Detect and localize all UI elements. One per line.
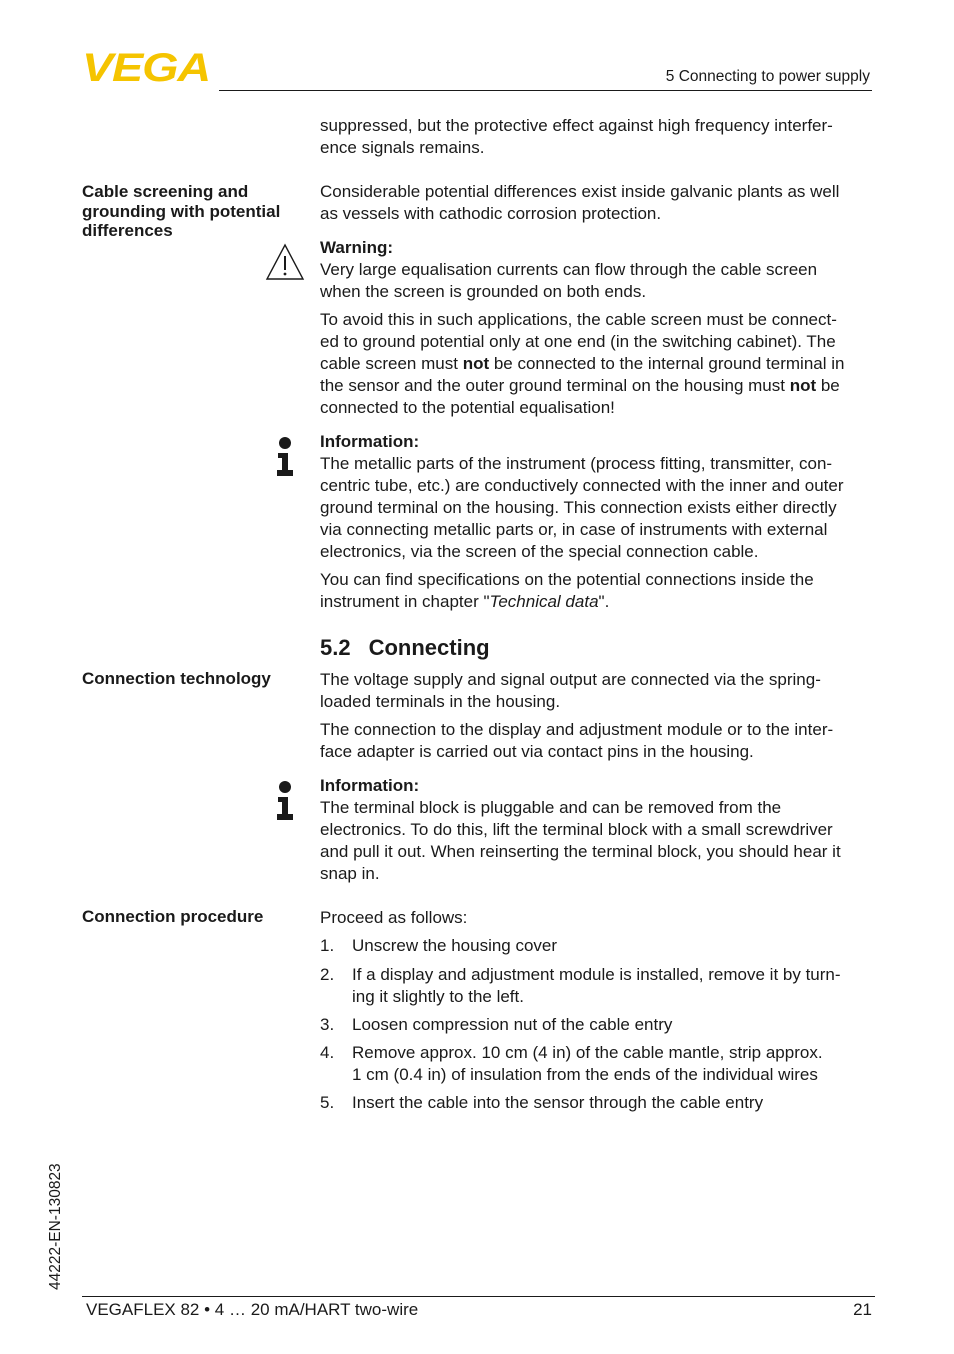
logo-text: VEGA <box>82 50 210 84</box>
side-label-technology: Connection technology <box>82 669 271 688</box>
header-rule <box>219 90 872 91</box>
warning-title: Warning: <box>320 238 394 257</box>
spec-paragraph: You can find specifications on the potential connections inside the instrument in chapter "Technical data". <box>320 570 814 611</box>
footer-rule <box>82 1296 875 1297</box>
side-label-screening: Cable screening and grounding with potential differences <box>82 182 281 240</box>
procedure-intro: Proceed as follows: <box>320 908 468 927</box>
warning-triangle-icon <box>264 242 306 282</box>
vega-logo <box>82 50 212 84</box>
document-code: 44222-EN-130823 <box>47 1163 64 1290</box>
side-label-procedure: Connection procedure <box>82 907 264 926</box>
intro-text: suppressed, but the protective effect against high frequency interfer- ence signals remains. <box>320 116 833 157</box>
info-text-1: The metallic parts of the instrument (process fitting, transmitter, con- centric tube, etc.) are conductively connected with the inner and outer ground terminal on the housing. This connection exists either directly via connecting metallic parts or, in case of instruments with external electronics, via the screen of the special connection cable. <box>320 454 844 561</box>
list-item: 5. Insert the cable into the sensor through the cable entry <box>320 1093 764 1112</box>
page-number: 21 <box>853 1300 872 1319</box>
list-item: 4. Remove approx. 10 cm (4 in) of the cable mantle, strip approx. 1 cm (0.4 in) of insulation from the ends of the individual wires <box>320 1043 823 1084</box>
information-icon <box>274 780 296 822</box>
info-text-2: The terminal block is pluggable and can be removed from the electronics. To do this, lift the terminal block with a small screwdriver and pull it out. When reinserting the terminal block, you should hear it snap in. <box>320 798 841 883</box>
screening-paragraph: Considerable potential differences exist inside galvanic plants as well as vessels with cathodic corrosion protection. <box>320 182 840 223</box>
list-item: 3. Loosen compression nut of the cable entry <box>320 1015 673 1034</box>
warning-text: Very large equalisation currents can flow through the cable screen when the screen is grounded on both ends. <box>320 260 818 301</box>
technology-paragraph-1: The voltage supply and signal output are connected via the spring- loaded terminals in the housing. <box>320 670 821 711</box>
header-section-title: 5 Connecting to power supply <box>665 68 870 85</box>
technology-paragraph-2: The connection to the display and adjustment module or to the inter- face adapter is carried out via contact pins in the housing. <box>320 720 834 761</box>
footer-doc-title: VEGAFLEX 82 • 4 … 20 mA/HART two-wire <box>86 1300 419 1319</box>
info-title-1: Information: <box>320 432 420 451</box>
list-item: 1. Unscrew the housing cover <box>320 936 558 955</box>
avoid-paragraph: To avoid this in such applications, the cable screen must be connect- ed to ground potential only at one end (in the switching cabinet). The cable screen must not be connected to the internal ground terminal in the sensor and the outer ground terminal on the housing must not be connected to the potential equalisation! <box>320 310 845 417</box>
information-icon <box>274 436 296 478</box>
info-title-2: Information: <box>320 776 420 795</box>
list-item: 2. If a display and adjustment module is installed, remove it by turn- ing it slightly to the left. <box>320 965 841 1006</box>
section-heading: 5.2 Connecting <box>320 635 490 660</box>
